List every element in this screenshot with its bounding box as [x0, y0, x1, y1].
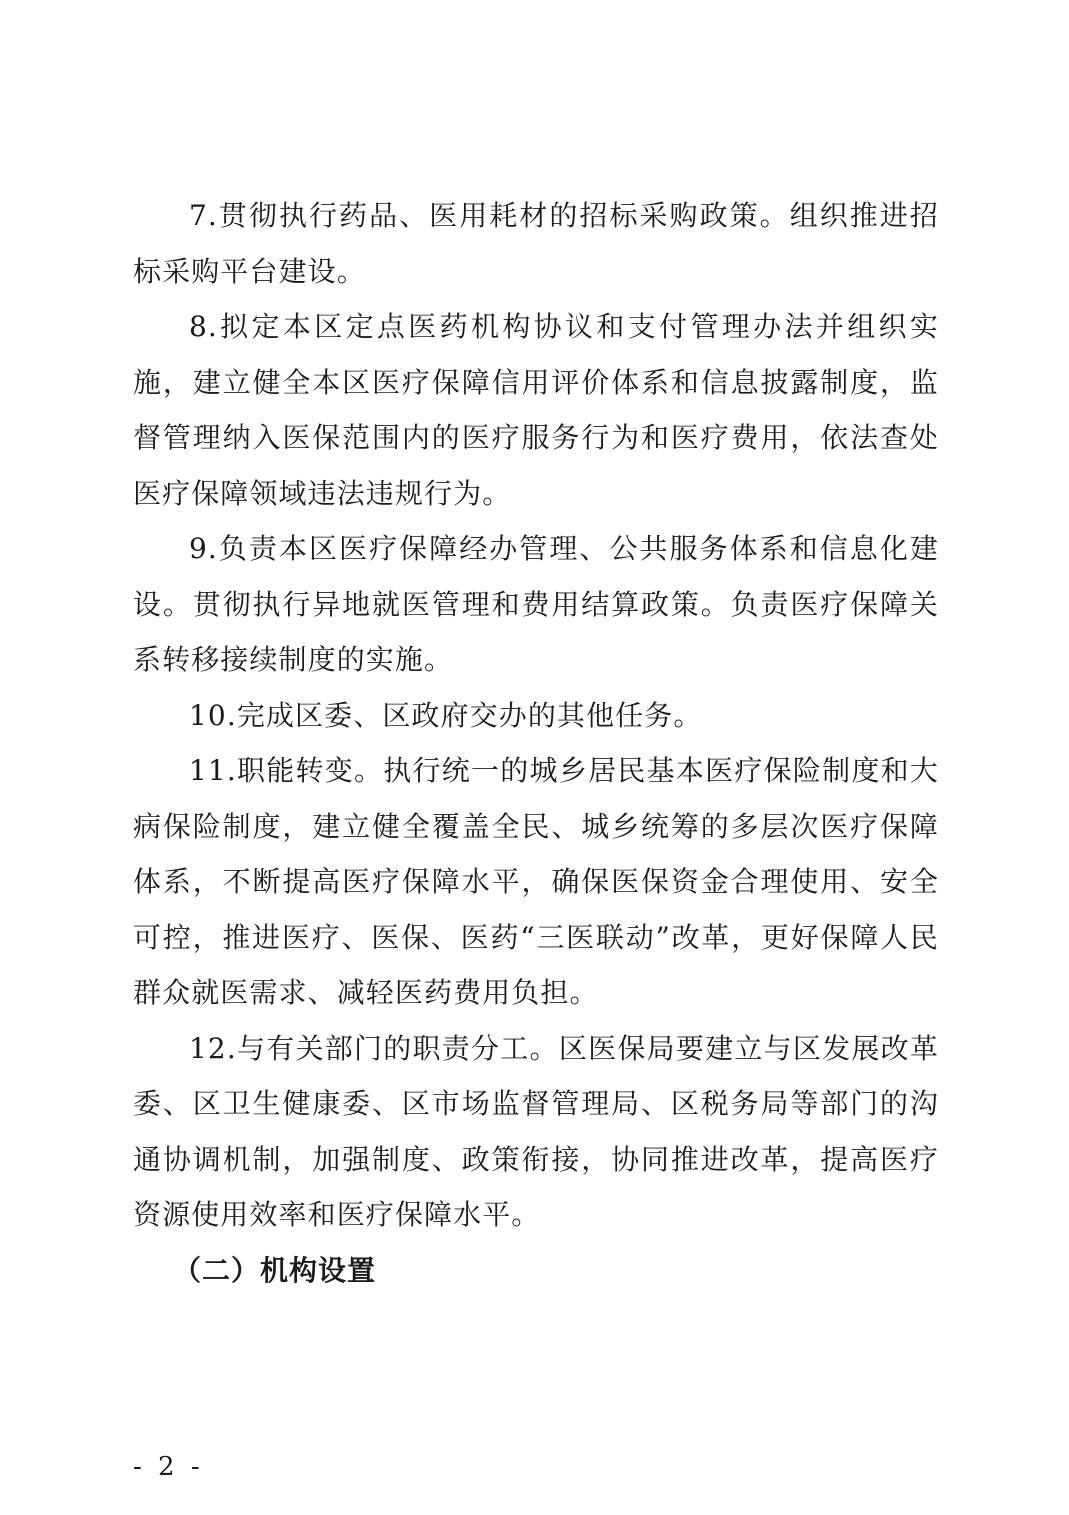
- document-body: [133, 188, 939, 1298]
- paragraph-item-9: 9.负责本区医疗保障经办管理、公共服务体系和信息化建设。贯彻执行异地就医管理和费用结算政策。负责医疗保障关系转移接续制度的实施。: [133, 532, 939, 676]
- paragraph-item-12: 12.与有关部门的职责分工。区医保局要建立与区发展改革委、区卫生健康委、区市场监督管理局、区税务局等部门的沟通协调机制，加强制度、政策衔接，协同推进改革，提高医疗资源使用效率和医疗保障水平。: [133, 1031, 939, 1231]
- page-number: - 2 -: [133, 1452, 204, 1482]
- paragraph-item-8: 8.拟定本区定点医药机构协议和支付管理办法并组织实施，建立健全本区医疗保障信用评价体系和信息披露制度，监督管理纳入医保范围内的医疗服务行为和医疗费用，依法查处医疗保障领域违法违规行为。: [133, 310, 939, 510]
- section-heading: （二）机构设置: [173, 1253, 377, 1287]
- paragraph-item-10: 10.完成区委、区政府交办的其他任务。: [189, 698, 703, 732]
- paragraph-item-11: 11.职能转变。执行统一的城乡居民基本医疗保险制度和大病保险制度，建立健全覆盖全民、城乡统筹的多层次医疗保障体系，不断提高医疗保障水平，确保医保资金合理使用、安全可控，推进医疗、医保、医药“三医联动”改革，更好保障人民群众就医需求、减轻医药费用负担。: [133, 754, 939, 1009]
- paragraph-item-7: 7.贯彻执行药品、医用耗材的招标采购政策。组织推进招标采购平台建设。: [133, 199, 939, 288]
